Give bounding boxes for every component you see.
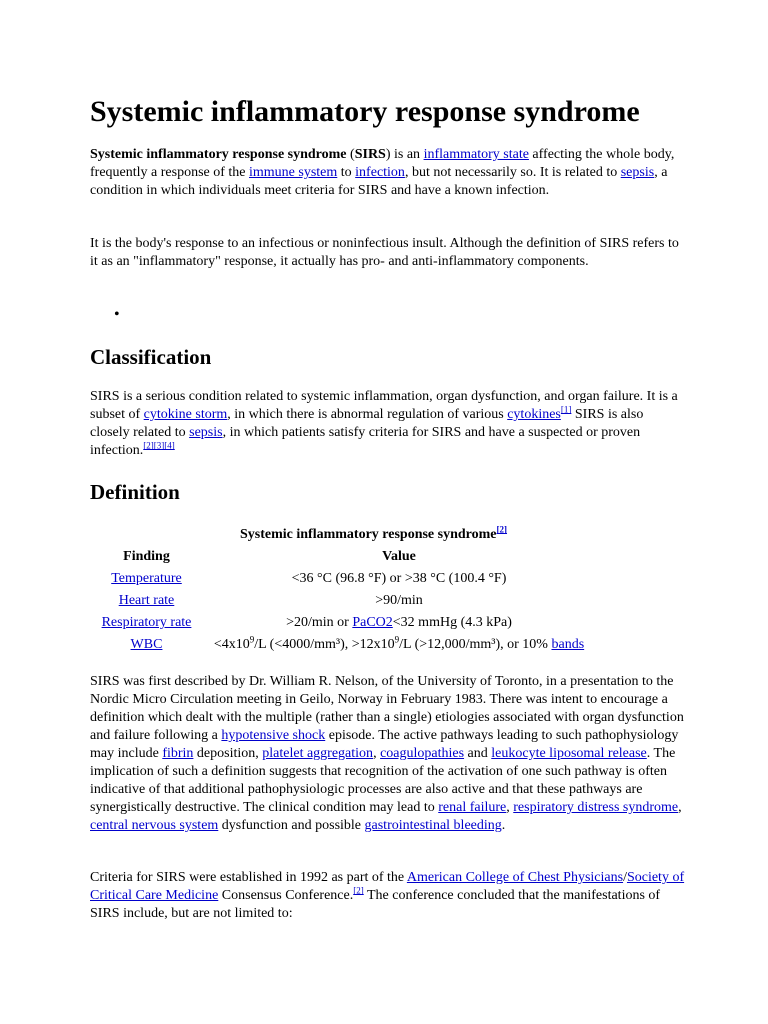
text-run: ) is an (385, 147, 424, 162)
text-run: / (623, 870, 627, 885)
text-run: Consensus Conference. (218, 888, 354, 903)
text-run: SIRS was first described by Dr. William R. Nelson, of the University of Toronto, in a presentation to the Nordic Micro Circulation meeting in Geilo, Norway in February 1983. There was intent to encourage a definition which dealt with the multiple (rather than a single) etiologies associated with organ dysfunction and failure following a (90, 674, 684, 743)
table-row (90, 634, 595, 656)
text-run: to (337, 165, 356, 180)
reference-link[interactable]: [2] (496, 524, 508, 535)
superscript: 9 (249, 634, 255, 645)
link-respiratory-distress-syndrome[interactable]: respiratory distress syndrome (513, 800, 679, 815)
text-run: episode. The active pathways leading to such pathophysiology may include (90, 728, 679, 761)
text-run: . (501, 818, 506, 833)
caption-text: Systemic inflammatory response syndrome (239, 527, 497, 542)
bold-abbr: SIRS (354, 147, 386, 162)
reference-link[interactable]: [2] (353, 885, 364, 896)
link-infection[interactable]: infection (355, 165, 405, 180)
table-row (90, 612, 595, 634)
section-heading-classification: Classification (90, 345, 212, 369)
classification-paragraph (90, 388, 686, 460)
link-immune-system[interactable]: immune system (249, 165, 338, 180)
table-row (90, 568, 595, 590)
intro-paragraph-2: It is the body's response to an infectious or noninfectious insult. Although the definition of SIRS refers to it as an "inflammatory" response, it actually has pro- and anti-inflammatory components. (90, 236, 679, 269)
table-cell-value (203, 634, 595, 656)
link-bands[interactable]: bands (551, 637, 585, 652)
text-run: and (464, 746, 492, 761)
text-run: , (678, 800, 682, 815)
link-fibrin[interactable]: fibrin (162, 746, 194, 761)
link-paco2[interactable]: PaCO2 (352, 615, 393, 630)
link-society-of-critical-care-medicine[interactable]: Society of Critical Care Medicine (90, 870, 685, 903)
history-paragraph (90, 673, 686, 835)
link-renal-failure[interactable]: renal failure (438, 800, 507, 815)
link-central-nervous-system[interactable]: central nervous system (90, 818, 219, 833)
text-run: affecting the whole body, frequently a response of the (90, 147, 675, 180)
criteria-paragraph (90, 869, 686, 923)
intro-paragraph-1 (90, 146, 686, 200)
link-wbc[interactable]: WBC (130, 637, 163, 652)
table-cell-value: >90/min (375, 593, 423, 608)
text-run: . The implication of such a definition suggests that recognition of the activation of one such pathway is often indicative of that additional pathophysiologic processes are also active and that these pathways are synergistically destructive. The clinical condition may lead to (90, 746, 676, 815)
table-row (90, 590, 595, 612)
text-run: SIRS is also closely related to (90, 407, 644, 440)
link-cytokines[interactable]: cytokines (507, 407, 561, 422)
text-run: , in which there is abnormal regulation of various (227, 407, 508, 422)
table-cell-value (203, 612, 595, 634)
column-header-finding: Finding (123, 549, 170, 564)
link-inflammatory-state[interactable]: inflammatory state (423, 147, 529, 162)
link-sepsis[interactable]: sepsis (620, 165, 655, 180)
text-run: <4x10 (213, 637, 250, 652)
bold-term: Systemic inflammatory response syndrome (90, 147, 347, 162)
text-run: dysfunction and possible (218, 818, 365, 833)
text-run: , a condition in which individuals meet criteria for SIRS and have a known infection. (90, 165, 668, 198)
text-run: <32 mmHg (4.3 kPa) (392, 615, 512, 630)
link-hypotensive-shock[interactable]: hypotensive shock (221, 728, 326, 743)
section-heading-definition: Definition (90, 480, 180, 504)
link-coagulopathies[interactable]: coagulopathies (380, 746, 465, 761)
text-run: ( (346, 147, 355, 162)
link-cytokine-storm[interactable]: cytokine storm (143, 407, 228, 422)
text-run: , but not necessarily so. It is related to (404, 165, 621, 180)
text-run: , (506, 800, 514, 815)
table-cell-value: <36 °C (96.8 °F) or >38 °C (100.4 °F) (291, 571, 507, 586)
page-title: Systemic inflammatory response syndrome (90, 95, 640, 128)
text-run: >20/min or (286, 615, 353, 630)
table-caption (90, 524, 595, 546)
table-header-row (90, 546, 595, 568)
link-leukocyte-liposomal-release[interactable]: leukocyte liposomal release (491, 746, 647, 761)
sirs-criteria-table (90, 524, 595, 656)
link-heart-rate[interactable]: Heart rate (118, 593, 175, 608)
text-run: , in which patients satisfy criteria for SIRS and have a suspected or proven infection. (90, 425, 641, 458)
text-run: Criteria for SIRS were established in 1992 as part of the (90, 870, 407, 885)
link-sepsis-2[interactable]: sepsis (189, 425, 223, 440)
empty-list-bullet: • (114, 306, 120, 323)
text-run: deposition, (193, 746, 263, 761)
reference-link[interactable]: [1] (560, 404, 572, 415)
text-run: The conference concluded that the manifestations of SIRS include, but are not limited to: (90, 888, 661, 921)
text-run: /L (<4000/mm³), >12x10 (254, 637, 395, 652)
link-temperature[interactable]: Temperature (111, 571, 182, 586)
text-run: /L (>12,000/mm³), or 10% (399, 637, 552, 652)
link-platelet-aggregation[interactable]: platelet aggregation (262, 746, 374, 761)
link-american-college-of-chest-physicians[interactable]: American College of Chest Physicians (406, 870, 624, 885)
link-gastrointestinal-bleeding[interactable]: gastrointestinal bleeding (364, 818, 502, 833)
reference-link[interactable]: [2][3][4] (143, 440, 175, 451)
link-respiratory-rate[interactable]: Respiratory rate (101, 615, 192, 630)
column-header-value: Value (382, 549, 416, 564)
text-run: , (373, 746, 381, 761)
superscript: 9 (394, 634, 400, 645)
text-run: SIRS is a serious condition related to systemic inflammation, organ dysfunction, and organ failure. It is a subset of (90, 389, 678, 422)
